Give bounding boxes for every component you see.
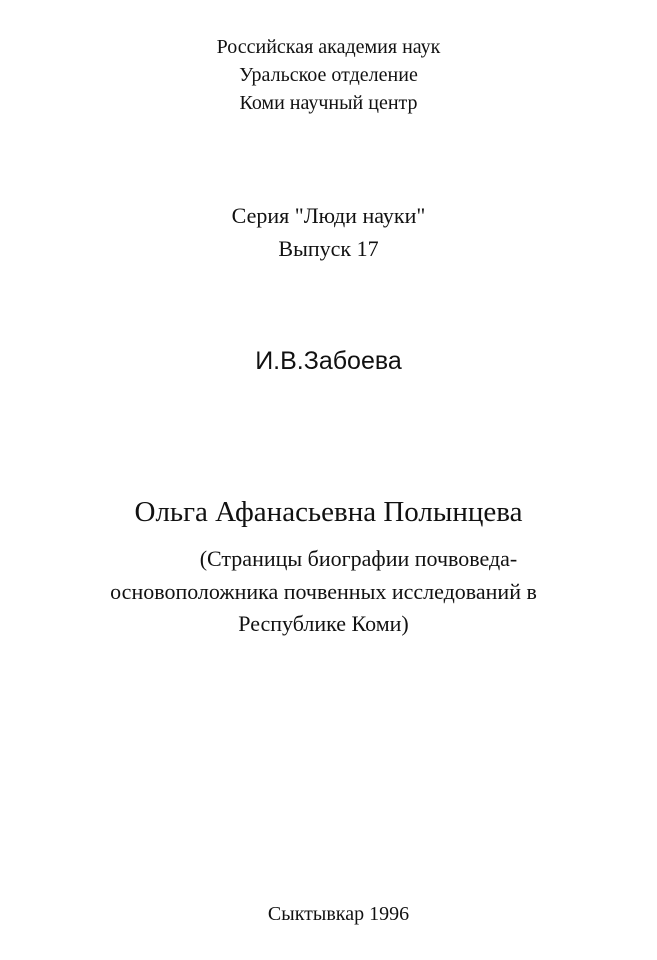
book-subtitle-line-1: (Страницы биографии почвоведа-	[199, 546, 518, 571]
imprint-place-year: Сыктывкар 1996	[267, 903, 410, 925]
series-name: Серия "Люди науки"	[231, 203, 426, 228]
series-issue: Выпуск 17	[278, 236, 379, 261]
book-subtitle-line-3: Республике Коми)	[238, 611, 409, 636]
institution-academy: Российская академия наук	[216, 36, 441, 58]
book-subtitle-line-2: основоположника почвенных исследований в	[110, 579, 537, 604]
book-title: Ольга Афанасьевна Полынцева	[134, 496, 523, 528]
institution-center: Коми научный центр	[239, 92, 418, 114]
institution-branch: Уральское отделение	[239, 64, 418, 86]
author-name: И.В.Забоева	[255, 347, 402, 375]
